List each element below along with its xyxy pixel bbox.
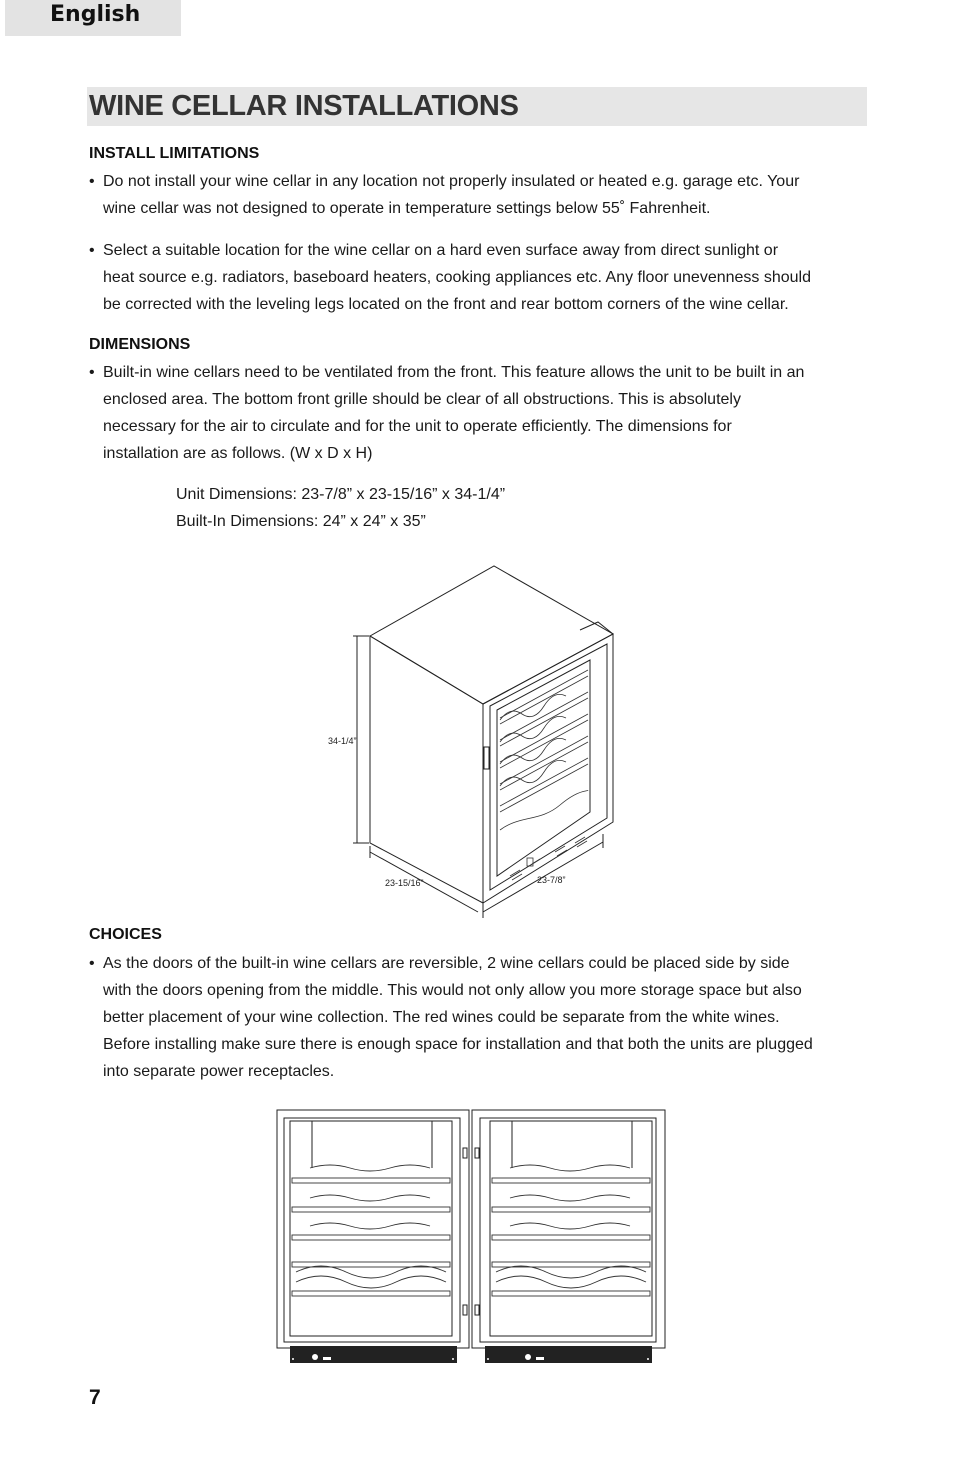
language-tab bbox=[5, 0, 181, 36]
choices-bullet-line-3: better placement of your wine collection. The red wines could be separate from the white wines. bbox=[103, 1009, 780, 1026]
height-label: 34-1/4” bbox=[328, 736, 357, 746]
title-bar bbox=[87, 87, 867, 126]
dimensions-bullet-line-1: Built-in wine cellars need to be ventilated from the front. This feature allows the unit to be built in an bbox=[103, 364, 805, 381]
depth-label: 23-15/16” bbox=[385, 878, 424, 888]
choices-bullet-line-1: As the doors of the built-in wine cellars are reversible, 2 wine cellars could be placed side by side bbox=[103, 955, 790, 972]
page-number: 7 bbox=[89, 1386, 101, 1409]
unit-dimensions: Unit Dimensions: 23-7/8” x 23-15/16” x 34-1/4” bbox=[176, 486, 506, 503]
dimensions-bullet-line-2: enclosed area. The bottom front grille should be clear of all obstructions. This is absolutely bbox=[103, 391, 741, 408]
dimensions-heading: DIMENSIONS bbox=[89, 336, 191, 353]
install-limitations-heading: INSTALL LIMITATIONS bbox=[89, 145, 260, 162]
install-bullet-2-line-1: Select a suitable location for the wine cellar on a hard even surface away from direct sunlight or bbox=[103, 242, 779, 259]
builtin-dimensions: Built-In Dimensions: 24” x 24” x 35” bbox=[176, 513, 426, 530]
choices-bullet-line-4: Before installing make sure there is enough space for installation and that both the units are plugged bbox=[103, 1036, 813, 1053]
language-label: English bbox=[50, 2, 141, 27]
choices-bullet bbox=[89, 950, 869, 1085]
install-bullet-1 bbox=[89, 168, 869, 222]
install-bullet-1-line-1: Do not install your wine cellar in any location not properly insulated or heated e.g. garage etc. Your bbox=[103, 173, 800, 190]
choices-bullet-line-5: into separate power receptacles. bbox=[103, 1063, 335, 1080]
bullet-dot: • bbox=[89, 242, 95, 259]
page-title: WINE CELLAR INSTALLATIONS bbox=[89, 90, 519, 122]
dimensions-bullet bbox=[89, 359, 869, 467]
width-label: 23-7/8” bbox=[537, 875, 566, 885]
install-bullet-2-line-3: be corrected with the leveling legs located on the front and rear bottom corners of the wine cellar. bbox=[103, 296, 789, 313]
bullet-dot: • bbox=[89, 364, 95, 381]
bullet-dot: • bbox=[89, 173, 95, 190]
choices-heading: CHOICES bbox=[89, 926, 162, 943]
side-by-side-cellars-figure bbox=[270, 1105, 670, 1370]
dimensions-bullet-line-4: installation are as follows. (W x D x H) bbox=[103, 445, 373, 462]
choices-bullet-line-2: with the doors opening from the middle. This would not only allow you more storage space but also bbox=[103, 982, 802, 999]
install-bullet-1-line-2: wine cellar was not designed to operate in temperature settings below 55˚ Fahrenheit. bbox=[103, 200, 711, 217]
install-bullet-2-line-2: heat source e.g. radiators, baseboard heaters, cooking appliances etc. Any floor unevenness should bbox=[103, 269, 812, 286]
install-bullet-2 bbox=[89, 237, 869, 318]
wine-cellar-isometric-figure bbox=[320, 560, 630, 920]
dimensions-bullet-line-3: necessary for the air to circulate and for the unit to operate efficiently. The dimensions for bbox=[103, 418, 732, 435]
bullet-dot: • bbox=[89, 955, 95, 972]
